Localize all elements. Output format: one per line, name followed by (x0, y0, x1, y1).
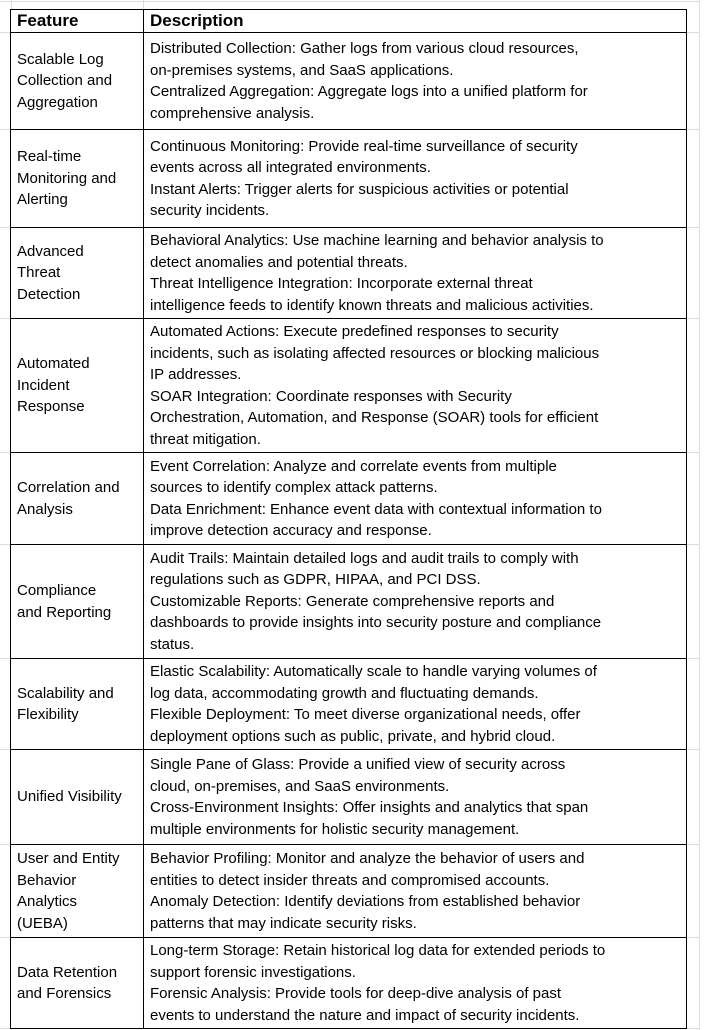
description-line: Elastic Scalability: Automatically scale to handle varying volumes of (150, 663, 597, 680)
description-line: Forensic Analysis: Provide tools for deep-dive analysis of past (150, 985, 562, 1002)
feature-cell (11, 659, 144, 750)
description-line: IP addresses. (150, 366, 242, 383)
feature-line: Flexibility (17, 706, 79, 723)
description-line: events to understand the nature and impact of security incidents. (150, 1006, 580, 1024)
feature-line: Behavior (17, 871, 77, 889)
feature-line: Analysis (17, 500, 73, 518)
gridline (686, 1028, 699, 1029)
table-row (11, 228, 687, 319)
gridline (0, 32, 10, 33)
description-line: deployment options such as public, private, and hybrid cloud. (150, 727, 556, 745)
gridline (686, 227, 699, 228)
description-cell (144, 750, 687, 845)
description-cell (144, 130, 687, 228)
description-line: Centralized Aggregation: Aggregate logs into a unified platform for (150, 83, 588, 100)
description-line: Behavior Profiling: Monitor and analyze the behavior of users and (150, 850, 585, 867)
description-line: threat mitigation. (150, 430, 261, 448)
feature-cell (11, 130, 144, 228)
description-line: sources to identify complex attack patterns. (150, 479, 438, 496)
feature-cell (11, 453, 144, 545)
feature-cell (11, 319, 144, 453)
description-line: support forensic investigations. (150, 963, 356, 981)
description-line: Customizable Reports: Generate comprehensive reports and (150, 592, 555, 610)
feature-line: Unified Visibility (17, 788, 122, 806)
description-line: incidents, such as isolating affected resources or blocking malicious (150, 344, 600, 362)
description-line: entities to detect insider threats and compromised accounts. (150, 871, 550, 889)
feature-line: Scalability and (17, 684, 114, 702)
description-line: Data Enrichment: Enhance event data with contextual information to (150, 500, 602, 518)
description-line: comprehensive analysis. (150, 104, 315, 122)
gridline (686, 129, 699, 130)
gridline (0, 452, 10, 453)
feature-cell (11, 228, 144, 319)
description-line: Behavioral Analytics: Use machine learning and behavior analysis to (150, 232, 604, 249)
gridline (686, 452, 699, 453)
description-line: Orchestration, Automation, and Response (SOAR) tools for efficient (150, 409, 599, 426)
description-cell (144, 659, 687, 750)
gridline (0, 844, 10, 845)
description-cell (144, 453, 687, 545)
feature-line: Analytics (17, 893, 78, 910)
gridline (11, 0, 12, 9)
description-line: SOAR Integration: Coordinate responses with Security (150, 387, 512, 405)
gridline (686, 937, 699, 938)
description-line: Automated Actions: Execute predefined responses to security (150, 323, 559, 340)
gridline (686, 318, 699, 319)
feature-cell (11, 33, 144, 130)
description-cell (144, 33, 687, 130)
description-cell (144, 228, 687, 319)
description-line: Flexible Deployment: To meet diverse organizational needs, offer (150, 706, 581, 723)
description-line: on-premises systems, and SaaS applications. (150, 61, 454, 79)
feature-line: Monitoring and (17, 169, 117, 187)
description-column-header: Description (144, 10, 687, 33)
feature-table (10, 9, 687, 1029)
feature-line: Scalable Log (17, 50, 104, 68)
feature-line: Correlation and (17, 479, 120, 496)
description-line: multiple environments for holistic security management. (150, 820, 520, 838)
table-body (11, 33, 687, 1029)
feature-cell (11, 845, 144, 938)
feature-column-header: Feature (11, 10, 144, 33)
table-row (11, 453, 687, 545)
feature-cell (11, 938, 144, 1029)
gridline (0, 1, 699, 2)
gridline (686, 544, 699, 545)
gridline (143, 0, 144, 9)
table-row (11, 545, 687, 659)
description-cell (144, 938, 687, 1029)
gridline (686, 844, 699, 845)
description-line: improve detection accuracy and response. (150, 522, 432, 539)
feature-line: Automated (17, 355, 90, 373)
feature-line: Compliance (17, 582, 97, 599)
table-row (11, 319, 687, 453)
feature-line: Real-time (17, 148, 82, 166)
gridline (699, 0, 700, 1030)
gridline (0, 937, 10, 938)
description-line: log data, accommodating growth and fluctuating demands. (150, 684, 539, 702)
description-cell (144, 319, 687, 453)
feature-line: Threat (17, 264, 61, 282)
description-line: Audit Trails: Maintain detailed logs and audit trails to comply with (150, 549, 579, 567)
description-cell (144, 545, 687, 659)
description-line: Instant Alerts: Trigger alerts for suspicious activities or potential (150, 180, 569, 198)
table-row (11, 938, 687, 1029)
gridline (0, 227, 10, 228)
gridline (0, 129, 10, 130)
description-line: Single Pane of Glass: Provide a unified view of security across (150, 756, 566, 773)
gridline (0, 658, 10, 659)
gridline (0, 1028, 10, 1029)
description-line: regulations such as GDPR, HIPAA, and PCI DSS. (150, 571, 481, 589)
table-row (11, 130, 687, 228)
feature-line: Alerting (17, 191, 68, 209)
description-line: patterns that may indicate security risks. (150, 914, 417, 932)
gridline (686, 32, 699, 33)
description-cell (144, 845, 687, 938)
description-line: status. (150, 635, 195, 653)
description-line: Threat Intelligence Integration: Incorporate external threat (150, 275, 533, 292)
description-line: Continuous Monitoring: Provide real-time surveillance of security (150, 137, 578, 155)
gridline (0, 318, 10, 319)
description-line: events across all integrated environments. (150, 159, 431, 176)
description-line: detect anomalies and potential threats. (150, 253, 408, 271)
feature-line: Detection (17, 285, 81, 303)
description-line: Distributed Collection: Gather logs from various cloud resources, (150, 40, 579, 57)
description-line: cloud, on-premises, and SaaS environments. (150, 777, 450, 795)
feature-line: and Reporting (17, 603, 112, 621)
description-line: dashboards to provide insights into security posture and compliance (150, 614, 602, 632)
feature-line: (UEBA) (17, 914, 68, 932)
table-row (11, 33, 687, 130)
description-line: Cross-Environment Insights: Offer insights and analytics that span (150, 799, 589, 816)
description-line: Event Correlation: Analyze and correlate events from multiple (150, 457, 557, 475)
gridline (0, 544, 10, 545)
feature-line: Advanced (17, 242, 84, 260)
feature-cell (11, 545, 144, 659)
description-line: intelligence feeds to identify known threats and malicious activities. (150, 296, 594, 314)
description-line: Long-term Storage: Retain historical log data for extended periods to (150, 942, 606, 959)
feature-cell (11, 750, 144, 845)
table-row (11, 845, 687, 938)
feature-line: Aggregation (17, 93, 98, 111)
gridline (686, 658, 699, 659)
description-line: Anomaly Detection: Identify deviations from established behavior (150, 893, 581, 910)
table-row (11, 750, 687, 845)
header-row (11, 10, 687, 33)
feature-line: Data Retention (17, 963, 118, 981)
table-row (11, 659, 687, 750)
feature-line: Response (17, 398, 85, 416)
feature-line: Incident (17, 376, 70, 394)
gridline (686, 749, 699, 750)
gridline (0, 749, 10, 750)
feature-line: Collection and (17, 72, 113, 90)
feature-line: and Forensics (17, 985, 112, 1002)
feature-line: User and Entity (17, 850, 120, 867)
description-line: security incidents. (150, 202, 270, 219)
